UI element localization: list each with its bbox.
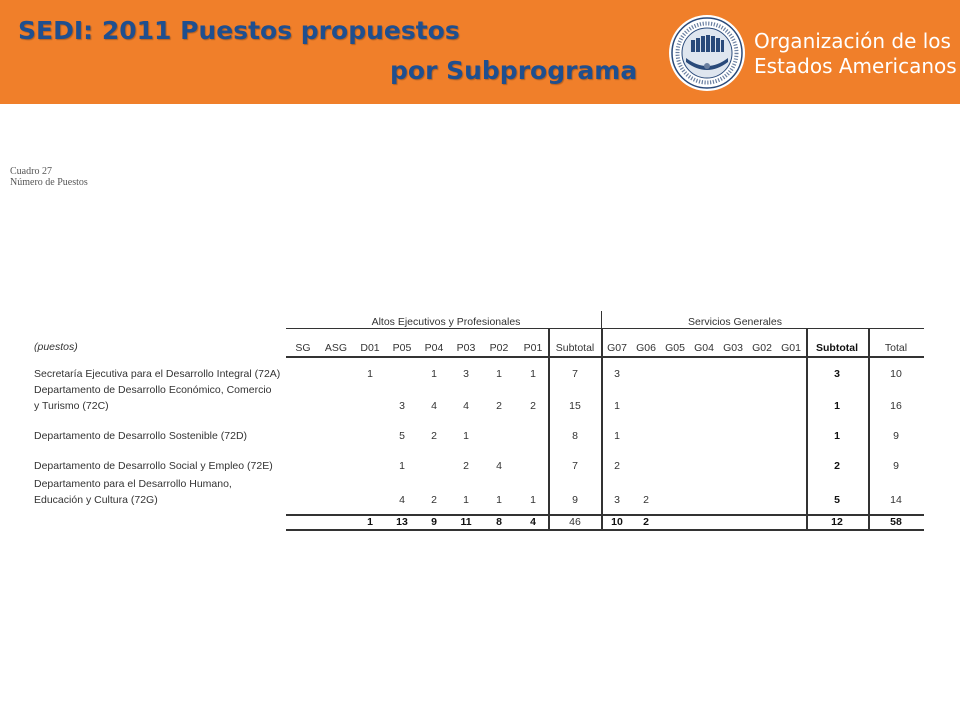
total-cell: 9 bbox=[431, 516, 437, 528]
table-cell: 1 bbox=[530, 494, 536, 506]
total-cell: 11 bbox=[460, 516, 472, 528]
table-cell: 15 bbox=[569, 400, 581, 412]
table-cell: 7 bbox=[572, 460, 578, 472]
total-cell: 13 bbox=[396, 516, 408, 528]
rule-subtotal1-left bbox=[548, 329, 550, 531]
table-cell: 2 bbox=[643, 494, 649, 506]
column-header: Subtotal bbox=[555, 342, 595, 354]
rule-total-bottom bbox=[286, 529, 924, 531]
column-header: G05 bbox=[665, 342, 685, 354]
table-cell: 4 bbox=[496, 460, 502, 472]
slide-title-line2: por Subprograma bbox=[390, 56, 638, 85]
table-cell: 2 bbox=[431, 494, 437, 506]
table-cell: 14 bbox=[890, 494, 902, 506]
row-label: Departamento de Desarrollo Social y Empleo (72E) bbox=[34, 460, 273, 472]
unit-label: (puestos) bbox=[34, 341, 78, 353]
column-header: G03 bbox=[723, 342, 743, 354]
table-cell: 2 bbox=[496, 400, 502, 412]
column-header: G07 bbox=[607, 342, 627, 354]
table-cell: 1 bbox=[834, 400, 840, 412]
table-cell: 9 bbox=[893, 460, 899, 472]
table-cell: 1 bbox=[530, 368, 536, 380]
table-cell: 1 bbox=[496, 368, 502, 380]
rule-group-header bbox=[286, 328, 924, 329]
total-cell: 2 bbox=[643, 516, 649, 528]
table-cell: 4 bbox=[431, 400, 437, 412]
total-cell: 1 bbox=[367, 516, 373, 528]
table-cell: 3 bbox=[614, 368, 620, 380]
column-header: D01 bbox=[360, 342, 380, 354]
column-header: G04 bbox=[694, 342, 714, 354]
table-cell: 4 bbox=[399, 494, 405, 506]
table-cell: 1 bbox=[367, 368, 373, 380]
table-cell: 1 bbox=[496, 494, 502, 506]
cuadro-subtitle: Número de Puestos bbox=[10, 177, 88, 188]
table-cell: 1 bbox=[614, 400, 620, 412]
table-cell: 1 bbox=[463, 430, 469, 442]
column-header: P02 bbox=[489, 342, 509, 354]
cuadro-number: Cuadro 27 bbox=[10, 166, 52, 177]
rule-subtotal1-right bbox=[601, 329, 603, 531]
group-header-executives: Altos Ejecutivos y Profesionales bbox=[371, 316, 521, 328]
table-cell: 1 bbox=[463, 494, 469, 506]
table-cell: 3 bbox=[463, 368, 469, 380]
column-header: G06 bbox=[636, 342, 656, 354]
row-label: Departamento de Desarrollo Sostenible (72D) bbox=[34, 430, 248, 442]
rule-col-header bbox=[286, 356, 924, 358]
total-cell: 46 bbox=[569, 516, 581, 528]
table-cell: 1 bbox=[431, 368, 437, 380]
row-label: Departamento de Desarrollo Económico, Comercio bbox=[34, 384, 272, 396]
table-cell: 9 bbox=[572, 494, 578, 506]
table-cell: 10 bbox=[890, 368, 902, 380]
total-cell: 12 bbox=[831, 516, 843, 528]
table-cell: 2 bbox=[530, 400, 536, 412]
column-header: SG bbox=[295, 342, 311, 354]
table-cell: 7 bbox=[572, 368, 578, 380]
group-header-general-services: Servicios Generales bbox=[688, 316, 782, 328]
rule-total-top bbox=[286, 514, 924, 516]
column-header: Subtotal bbox=[816, 342, 858, 354]
row-label: Educación y Cultura (72G) bbox=[34, 494, 158, 506]
table-cell: 2 bbox=[614, 460, 620, 472]
rule-subtotal2-left bbox=[806, 329, 808, 531]
table-cell: 3 bbox=[834, 368, 840, 380]
column-header: G01 bbox=[781, 342, 801, 354]
table-cell: 3 bbox=[399, 400, 405, 412]
table-cell: 1 bbox=[614, 430, 620, 442]
column-header: P05 bbox=[392, 342, 412, 354]
table-cell: 5 bbox=[834, 494, 840, 506]
total-cell: 8 bbox=[496, 516, 502, 528]
table-cell: 4 bbox=[463, 400, 469, 412]
total-cell: 10 bbox=[611, 516, 623, 528]
column-header: G02 bbox=[752, 342, 772, 354]
table-cell: 2 bbox=[463, 460, 469, 472]
table-cell: 16 bbox=[890, 400, 902, 412]
table-cell: 8 bbox=[572, 430, 578, 442]
table-cell: 3 bbox=[614, 494, 620, 506]
table-cell: 2 bbox=[431, 430, 437, 442]
total-cell: 4 bbox=[530, 516, 536, 528]
slide-title-line1: SEDI: 2011 Puestos propuestos bbox=[18, 16, 460, 45]
table-cell: 1 bbox=[834, 430, 840, 442]
org-name-line1: Organización de los bbox=[754, 29, 951, 53]
org-name-line2: Estados Americanos bbox=[754, 54, 957, 78]
row-label: y Turismo (72C) bbox=[34, 400, 109, 412]
column-header: Total bbox=[884, 342, 908, 354]
table-cell: 5 bbox=[399, 430, 405, 442]
column-header: P04 bbox=[424, 342, 444, 354]
column-header: P01 bbox=[523, 342, 543, 354]
table-cell: 1 bbox=[399, 460, 405, 472]
table-cell: 2 bbox=[834, 460, 840, 472]
column-header: P03 bbox=[456, 342, 476, 354]
row-label: Departamento para el Desarrollo Humano, bbox=[34, 478, 232, 490]
total-cell: 58 bbox=[890, 516, 902, 528]
rule-subtotal2-right bbox=[868, 329, 870, 531]
column-header: ASG bbox=[324, 342, 348, 354]
table-cell: 9 bbox=[893, 430, 899, 442]
row-label: Secretaría Ejecutiva para el Desarrollo Integral (72A) bbox=[34, 368, 281, 380]
